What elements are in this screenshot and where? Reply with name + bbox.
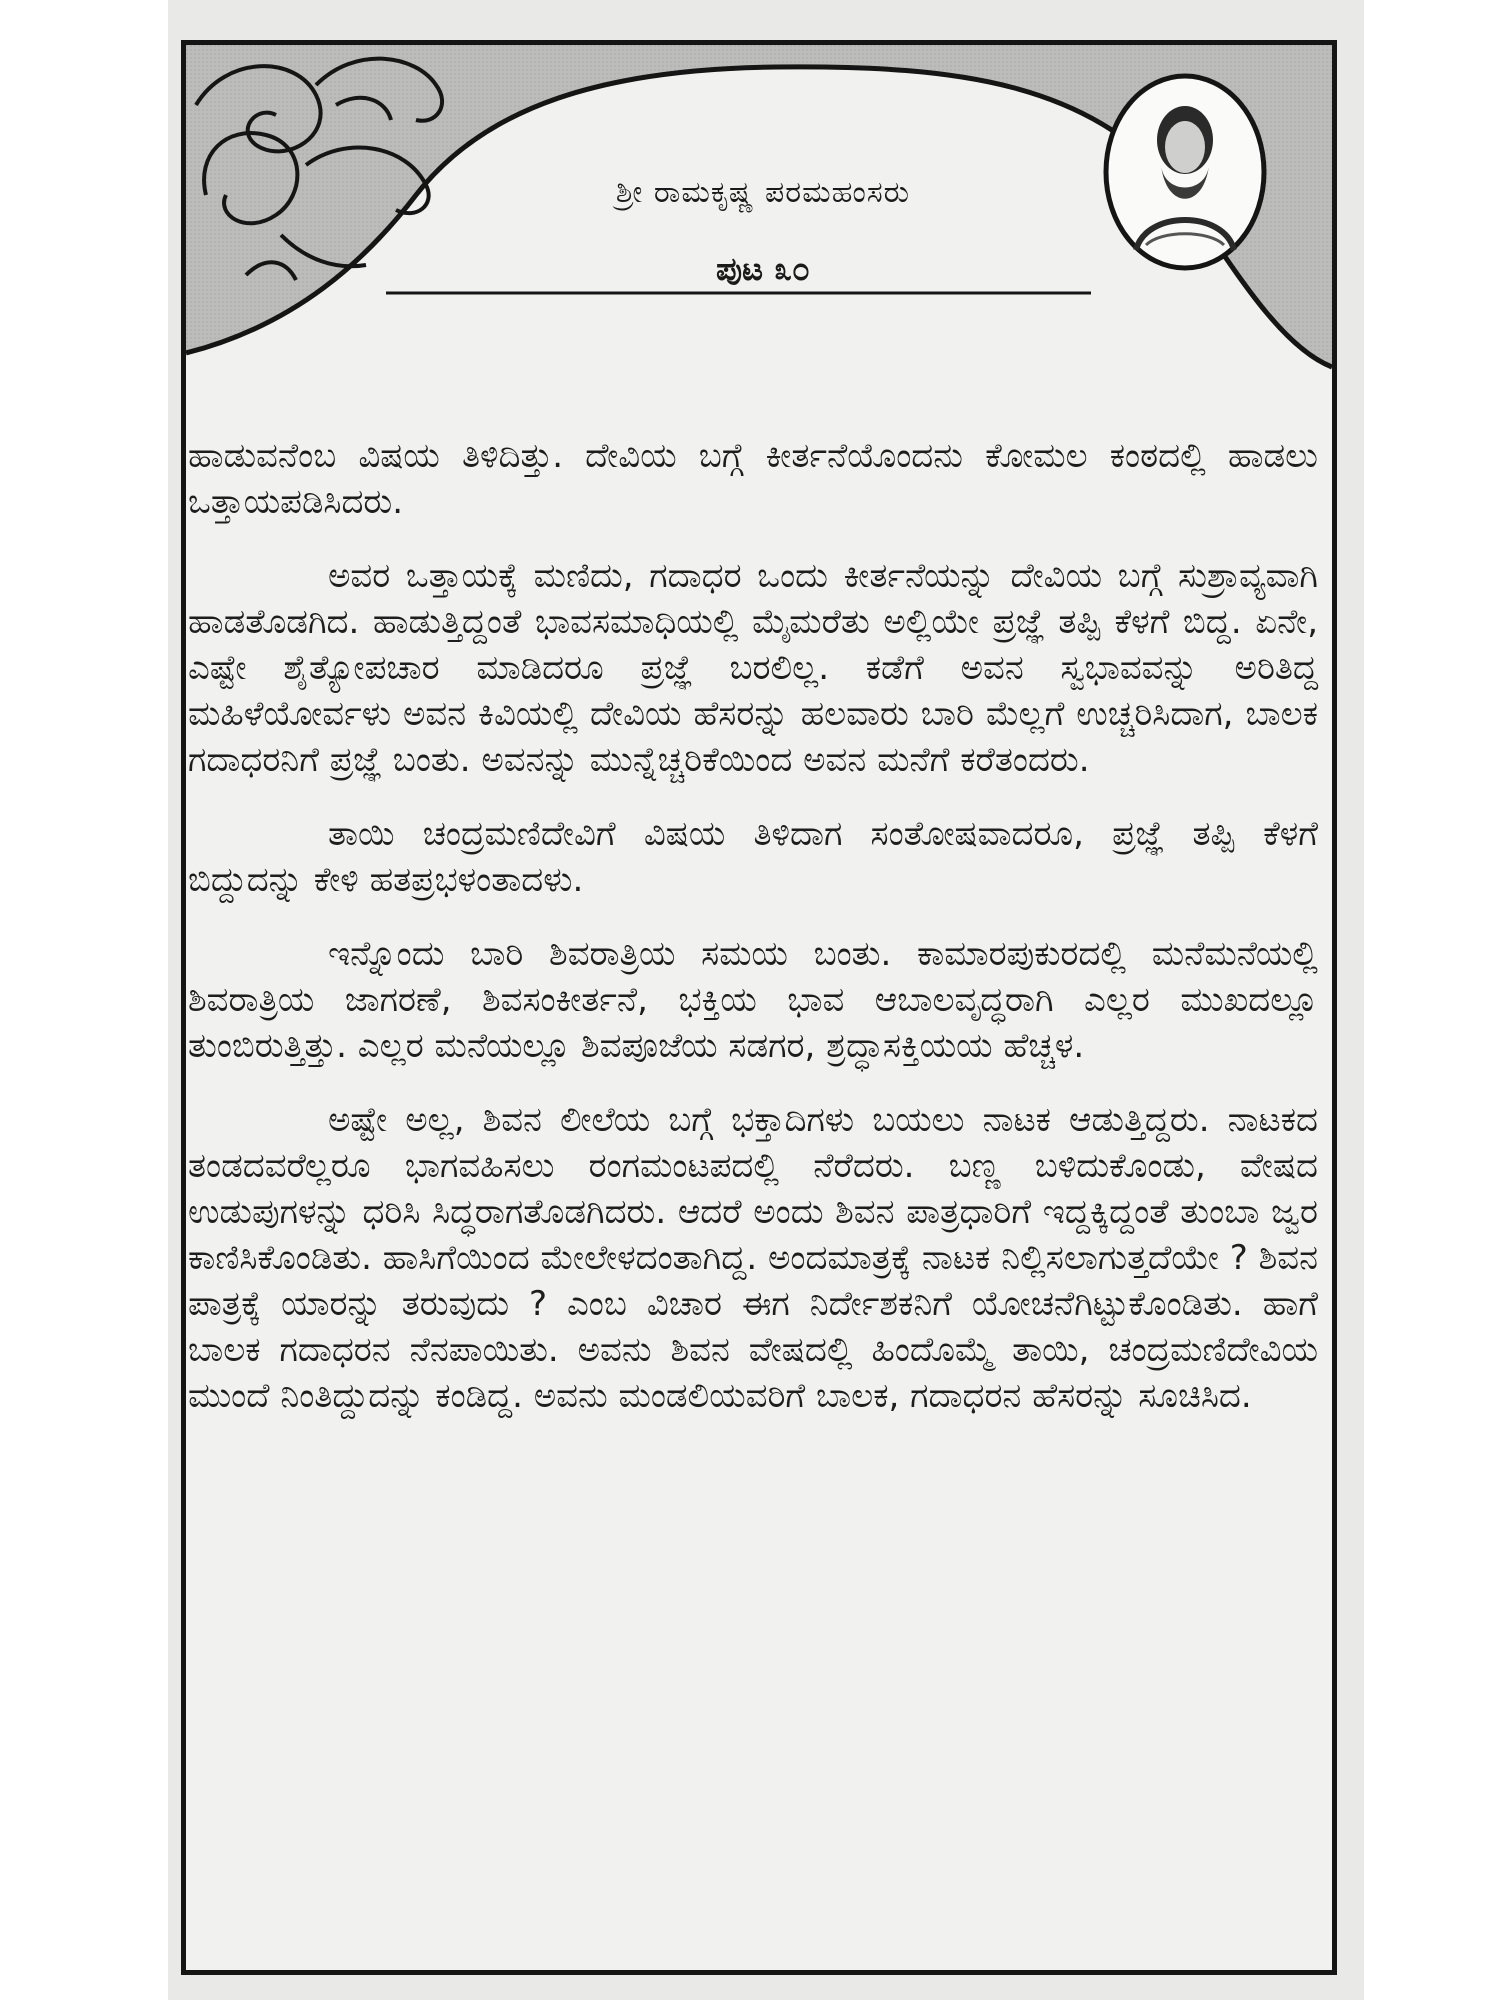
paragraph: ಇನ್ನೊಂದು ಬಾರಿ ಶಿವರಾತ್ರಿಯ ಸಮಯ ಬಂತು. ಕಾಮಾರಪುಕುರದಲ್ಲಿ ಮನೆಮನೆಯಲ್ಲಿ ಶಿವರಾತ್ರಿಯ ಜಾಗರಣೆ, ಶಿವಸಂಕೀರ್ತನೆ, ಭಕ್ತಿಯ ಭಾವ ಆಬಾಲವೃದ್ಧರಾಗಿ ಎಲ್ಲರ ಮುಖದಲ್ಲೂ ತುಂಬಿರುತ್ತಿತ್ತು. ಎಲ್ಲರ ಮನೆಯಲ್ಲೂ ಶಿವಪೂಜೆಯ ಸಡಗರ, ಶ್ರದ್ಧಾಸಕ್ತಿಯಯ ಹೆಚ್ಚಳ.: [188, 934, 1318, 1066]
portrait-medallion-icon: [1106, 76, 1264, 268]
paragraph: ಅಷ್ಟೇ ಅಲ್ಲ, ಶಿವನ ಲೀಲೆಯ ಬಗ್ಗೆ ಭಕ್ತಾದಿಗಳು ಬಯಲು ನಾಟಕ ಆಡುತ್ತಿದ್ದರು. ನಾಟಕದ ತಂಡದವರೆಲ್ಲರೂ ಭಾಗವಹಿಸಲು ರಂಗಮಂಟಪದಲ್ಲಿ ನೆರೆದರು. ಬಣ್ಣ ಬಳಿದುಕೊಂಡು, ವೇಷದ ಉಡುಪುಗಳನ್ನು ಧರಿಸಿ ಸಿದ್ಧರಾಗತೊಡಗಿದರು. ಆದರೆ ಅಂದು ಶಿವನ ಪಾತ್ರಧಾರಿಗೆ ಇದ್ದಕ್ಕಿದ್ದಂತೆ ತುಂಬಾ ಜ್ವರ ಕಾಣಿಸಿಕೊಂಡಿತು. ಹಾಸಿಗೆಯಿಂದ ಮೇಲೇಳದಂತಾಗಿದ್ದ. ಅಂದಮಾತ್ರಕ್ಕೆ ನಾಟಕ ನಿಲ್ಲಿಸಲಾಗುತ್ತದೆಯೇ ? ಶಿವನ ಪಾತ್ರಕ್ಕೆ ಯಾರನ್ನು ತರುವುದು ? ಎಂಬ ವಿಚಾರ ಈಗ ನಿರ್ದೇಶಕನಿಗೆ ಯೋಚನೆಗಿಟ್ಟುಕೊಂಡಿತು. ಹಾಗೆ ಬಾಲಕ ಗದಾಧರನ ನೆನಪಾಯಿತು. ಅವನು ಶಿವನ ವೇಷದಲ್ಲಿ ಹಿಂದೊಮ್ಮೆ ತಾಯಿ, ಚಂದ್ರಮಣಿದೇವಿಯ ಮುಂದೆ ನಿಂತಿದ್ದುದನ್ನು ಕಂಡಿದ್ದ. ಅವನು ಮಂಡಲಿಯವರಿಗೆ ಬಾಲಕ, ಗದಾಧರನ ಹೆಸರನ್ನು ಸೂಚಿಸಿದ.: [188, 1100, 1318, 1416]
paragraph: ಹಾಡುವನೆಂಬ ವಿಷಯ ತಿಳಿದಿತ್ತು. ದೇವಿಯ ಬಗ್ಗೆ ಕೀರ್ತನೆಯೊಂದನು ಕೋಮಲ ಕಂಠದಲ್ಲಿ ಹಾಡಲು ಒತ್ತಾಯಪಡಿಸಿದರು.: [188, 436, 1318, 522]
body-text: [188, 433, 1318, 1447]
paragraph: ಅವರ ಒತ್ತಾಯಕ್ಕೆ ಮಣಿದು, ಗದಾಧರ ಒಂದು ಕೀರ್ತನೆಯನ್ನು ದೇವಿಯ ಬಗ್ಗೆ ಸುಶ್ರಾವ್ಯವಾಗಿ ಹಾಡತೊಡಗಿದ. ಹಾಡುತ್ತಿದ್ದಂತೆ ಭಾವಸಮಾಧಿಯಲ್ಲಿ ಮೈಮರೆತು ಅಲ್ಲಿಯೇ ಪ್ರಜ್ಞೆ ತಪ್ಪಿ ಕೆಳಗೆ ಬಿದ್ದ. ಏನೇ, ಎಷ್ಟೇ ಶೈತ್ಯೋಪಚಾರ ಮಾಡಿದರೂ ಪ್ರಜ್ಞೆ ಬರಲಿಲ್ಲ. ಕಡೆಗೆ ಅವನ ಸ್ವಭಾವವನ್ನು ಅರಿತಿದ್ದ ಮಹಿಳೆಯೋರ್ವಳು ಅವನ ಕಿವಿಯಲ್ಲಿ ದೇವಿಯ ಹೆಸರನ್ನು ಹಲವಾರು ಬಾರಿ ಮೆಲ್ಲಗೆ ಉಚ್ಚರಿಸಿದಾಗ, ಬಾಲಕ ಗದಾಧರನಿಗೆ ಪ್ರಜ್ಞೆ ಬಂತು. ಅವನನ್ನು ಮುನ್ನೆಚ್ಚರಿಕೆಯಿಂದ ಅವನ ಮನೆಗೆ ಕರೆತಂದರು.: [188, 556, 1318, 780]
page-number: ಪುಟ ೩೦: [716, 250, 810, 288]
book-title: ಶ್ರೀ ರಾಮಕೃಷ್ಣ ಪರಮಹಂಸರು: [615, 175, 911, 210]
paragraph: ತಾಯಿ ಚಂದ್ರಮಣಿದೇವಿಗೆ ವಿಷಯ ತಿಳಿದಾಗ ಸಂತೋಷವಾದರೂ, ಪ್ರಜ್ಞೆ ತಪ್ಪಿ ಕೆಳಗೆ ಬಿದ್ದುದನ್ನು ಕೇಳಿ ಹತಪ್ರಭಳಂತಾದಳು.: [188, 814, 1318, 900]
page-frame: [181, 40, 1337, 1975]
header-decoration: [186, 45, 1332, 375]
